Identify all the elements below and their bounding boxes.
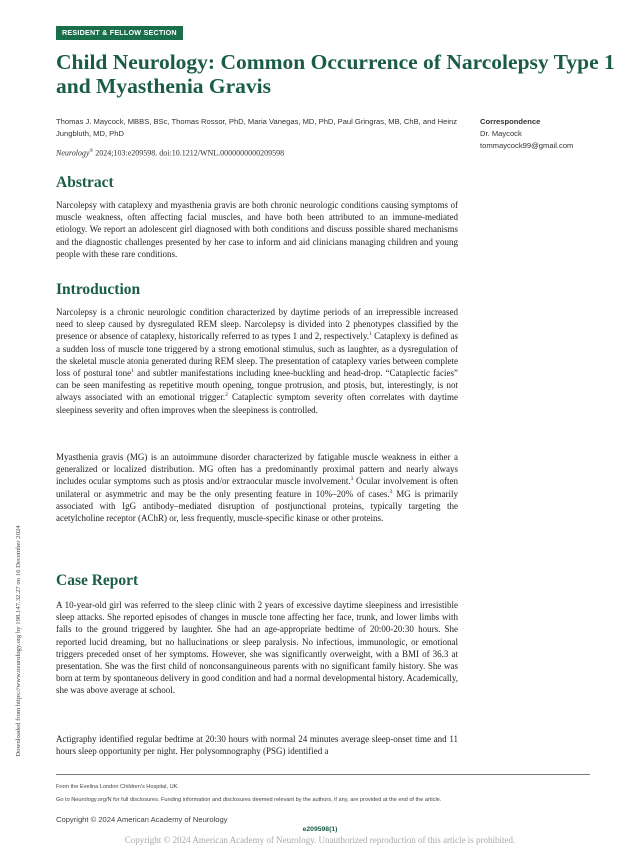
reference-mark: 2 bbox=[225, 392, 228, 399]
reference-mark: 1 bbox=[131, 368, 134, 375]
introduction-paragraph-2: Myasthenia gravis (MG) is an autoimmune disorder characterized by fatigable muscle weakness in either a generalized or localized distribution. MG often has a predominantly proximal pattern and nearly always includes ocular symptoms such as ptosis and/or extraocular muscle involvement.$^3$ Ocular involvement is often unilateral or asymmetric and may be the only presenting feature in 10%–20% of cases.$^3$ MG is primarily associated with IgG antibody–mediated disruption of postjunctional proteins, typically targeting the acetylcholine receptor (AChR) or, less frequently, muscle-specific kinase or other proteins. bbox=[56, 452, 458, 524]
correspondence-email[interactable]: tommaycock99@gmail.com bbox=[480, 141, 574, 150]
abstract-text: Narcolepsy with cataplexy and myasthenia gravis are both chronic neurologic conditions causing symptoms of muscle weakness, often affecting facial muscles, and have both been attributed to an immune-mediated etiology. We report an adolescent girl diagnosed with both conditions and discuss possible shared mechanisms and the diagnostic challenges presented by her case to inform and aid clinicians managing children and young people with these rare conditions. bbox=[56, 200, 458, 259]
footnote-divider bbox=[56, 774, 590, 775]
correspondence-block bbox=[480, 116, 610, 152]
correspondence-name: Dr. Maycock bbox=[480, 129, 522, 138]
section-badge: RESIDENT & FELLOW SECTION bbox=[56, 26, 183, 40]
introduction-paragraph-1: Narcolepsy is a chronic neurologic condition characterized by daytime periods of an irrepressible increased need to sleep caused by dysregulated REM sleep. Narcolepsy is divided into 2 phenotypes classified by the presence or absence of cataplexy, historically referred to as types 1 and 2, respectively.$^1$ Cataplexy is defined as a sudden loss of muscle tone triggered by a strong emotional stimulus, such as laughter, as a dysregulation of the skeletal muscle atonia generated during REM sleep. The presentation of cataplexy varies between complete loss of postural tone$^1$ and subtler manifestations including knee-buckling and head-drop. “Cataplectic facies” can be seen manifesting as repetitive mouth opening, tongue protrusion, and ptosis, but, interestingly, is not always associated with an emotional trigger.$^2$ Cataplectic symptom severity often correlates with daytime sleepiness severity and often improves when the sleepiness is controlled. bbox=[56, 307, 458, 415]
affiliation-footnote: From the Evelina London Children's Hospital, UK. bbox=[56, 784, 179, 790]
journal-name: Neurology bbox=[56, 148, 90, 158]
citation-line bbox=[56, 146, 466, 160]
correspondence-heading: Correspondence bbox=[480, 117, 541, 126]
case-report-paragraph-1: A 10-year-old girl was referred to the sleep clinic with 2 years of excessive daytime sleepiness and irresistible sleep attacks. She reported episodes of changes in muscle tone affecting her face, trunk, and lower limbs with falls to the ground triggered by laughter. She had an age-appropriate bedtime of 20:00-20:30 hours. She reported lucid dreaming, but no hallucinations or sleep paralysis. No infectious, immunologic, or emotional triggers preceded onset of her symptoms. However, she was significantly overweight, with a BMI of 36.3 at presentation. She was the first child of nonconsanguineous parents with no significant family history. She was born at term by spontaneous delivery in good condition and had a normal developmental history. Academically, she was above average at school. bbox=[56, 600, 458, 696]
reference-mark: 1 bbox=[369, 331, 372, 338]
reference-mark: 3 bbox=[389, 488, 393, 495]
case-report-paragraph-2: Actigraphy identified regular bedtime at 20:30 hours with normal 24 minutes average sleep-onset time and 11 hours sleep opportunity per night. Her polysomnography (PSG) identified a bbox=[56, 734, 458, 757]
introduction-heading: Introduction bbox=[56, 281, 141, 298]
page-number: e209598(1) bbox=[302, 826, 338, 833]
reproduction-notice: Copyright © 2024 American Academy of Neurology. Unauthorized reproduction of this article is prohibited. bbox=[124, 835, 516, 845]
citation-details: 2024;103:e209598. doi:10.1212/WNL.0000000000209598 bbox=[93, 148, 285, 158]
abstract-heading: Abstract bbox=[56, 174, 114, 191]
case-report-heading: Case Report bbox=[56, 572, 139, 589]
article-title: Child Neurology: Common Occurrence of Narcolepsy Type 1 and Myasthenia Gravis bbox=[56, 50, 615, 98]
author-list: Thomas J. Maycock, MBBS, BSc, Thomas Rossor, PhD, Maria Vanegas, MD, PhD, Paul Gringras, MB, ChB, and Heinz Jungbluth, MD, PhD bbox=[56, 117, 458, 138]
reference-mark: 3 bbox=[350, 476, 354, 483]
disclosure-footnote: Go to Neurology.org/N for full disclosures. Funding information and disclosures deemed relevant by the authors, if any, are provided at the end of the article. bbox=[56, 797, 442, 803]
download-watermark: Downloaded from https://www.neurology.org by 198.147.32.27 on 16 December 2024 bbox=[15, 525, 22, 757]
registered-mark: ® bbox=[89, 149, 94, 154]
copyright-line: Copyright © 2024 American Academy of Neurology bbox=[56, 815, 228, 824]
